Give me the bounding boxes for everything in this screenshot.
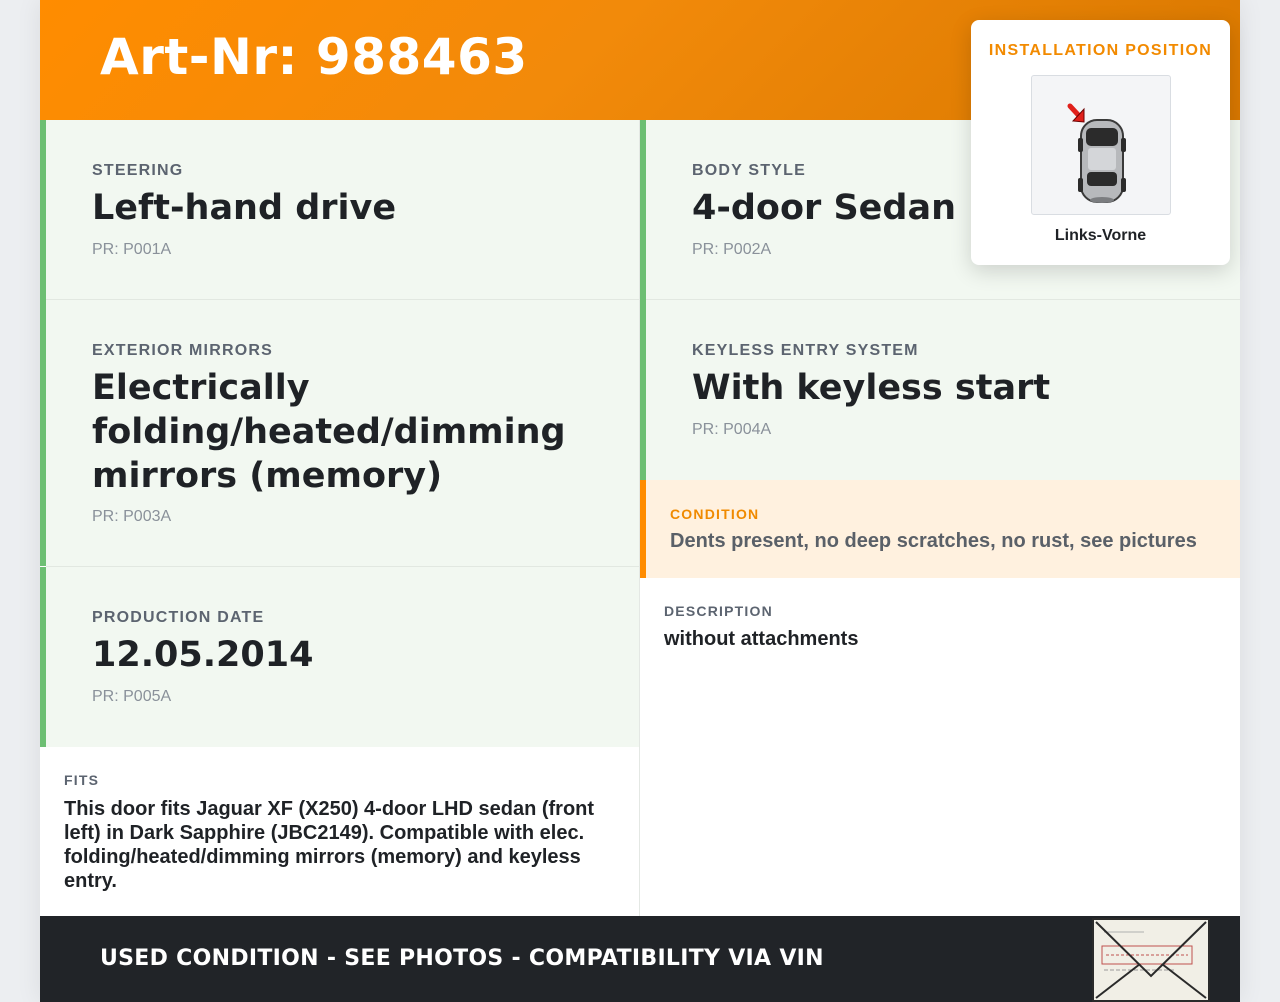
spec-value-line: Electrically bbox=[92, 368, 310, 408]
spec-pr-code: PR: P002A bbox=[692, 241, 772, 258]
spec-production-date bbox=[40, 567, 639, 747]
spec-pr-code: PR: P001A bbox=[92, 241, 172, 258]
envelope-icon bbox=[1094, 920, 1208, 1000]
spec-value: 4-door Sedan bbox=[692, 188, 957, 228]
condition-text: Dents present, no deep scratches, no rust, see pictures bbox=[670, 530, 1197, 552]
spec-value-line: mirrors (memory) bbox=[92, 456, 443, 496]
spec-pr-code: PR: P004A bbox=[692, 421, 772, 438]
footer-text: USED CONDITION - SEE PHOTOS - COMPATIBILITY VIA VIN bbox=[100, 946, 824, 971]
installation-position-card bbox=[971, 20, 1230, 265]
fits-label: FITS bbox=[64, 772, 100, 788]
spec-label: STEERING bbox=[92, 162, 184, 179]
car-top-view-icon bbox=[1032, 76, 1172, 216]
spec-label: EXTERIOR MIRRORS bbox=[92, 342, 273, 359]
spec-value bbox=[92, 366, 566, 498]
condition-label: CONDITION bbox=[670, 506, 760, 522]
position-arrow-icon bbox=[1070, 106, 1084, 122]
article-number: Art-Nr: 988463 bbox=[100, 28, 528, 86]
spec-pr-code: PR: P003A bbox=[92, 508, 172, 525]
spec-label: BODY STYLE bbox=[692, 162, 806, 179]
fits-text: This door fits Jaguar XF (X250) 4-door LHD sedan (front left) in Dark Sapphire (JBC2149). Compatible with elec. folding/heated/dimming mirrors (memory) and keyless entry. bbox=[64, 798, 595, 892]
spec-exterior-mirrors bbox=[40, 300, 639, 566]
description-label: DESCRIPTION bbox=[664, 603, 773, 619]
spec-value: With keyless start bbox=[692, 368, 1051, 408]
condition-box bbox=[640, 480, 1240, 578]
spec-value: 12.05.2014 bbox=[92, 635, 314, 675]
spec-pr-code: PR: P005A bbox=[92, 688, 172, 705]
vin-document-thumbnail bbox=[1092, 918, 1210, 1002]
description-text: without attachments bbox=[664, 628, 859, 650]
spec-label: KEYLESS ENTRY SYSTEM bbox=[692, 342, 919, 359]
spec-steering bbox=[40, 120, 639, 300]
installation-position-value: Links-Vorne bbox=[1054, 227, 1147, 244]
spec-label: PRODUCTION DATE bbox=[92, 609, 265, 626]
installation-diagram bbox=[1031, 75, 1171, 215]
spec-value: Left-hand drive bbox=[92, 188, 397, 228]
spec-keyless-entry bbox=[640, 300, 1240, 480]
footer-bar bbox=[40, 916, 1240, 1002]
installation-title: INSTALLATION POSITION bbox=[988, 42, 1213, 59]
spec-value-line: folding/heated/dimming bbox=[92, 412, 566, 452]
